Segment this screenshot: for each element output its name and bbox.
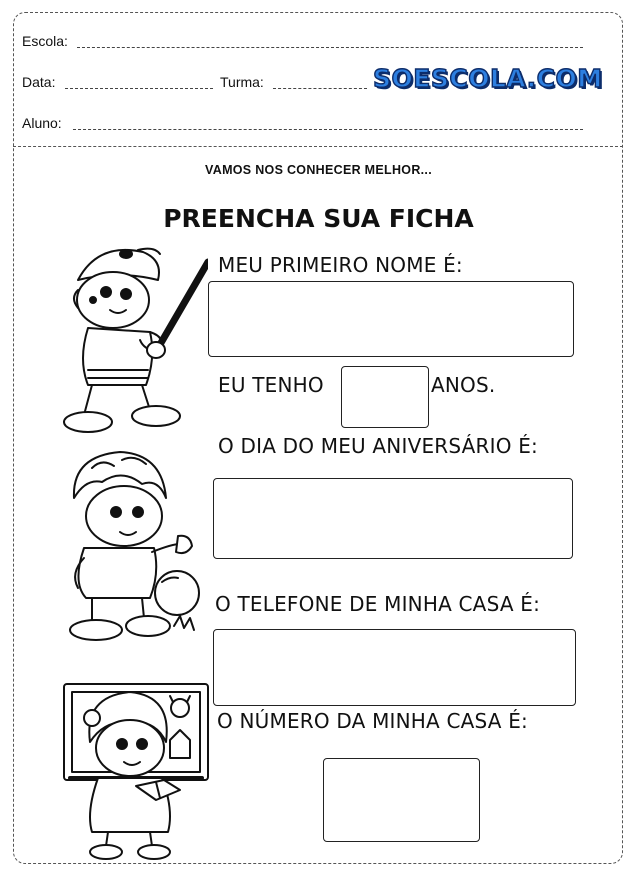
age-prefix-label: EU TENHO xyxy=(218,373,324,397)
phone-answer-box[interactable] xyxy=(213,629,576,706)
subtitle: VAMOS NOS CONHECER MELHOR... xyxy=(205,163,432,177)
birthday-question: O DIA DO MEU ANIVERSÁRIO É: xyxy=(218,434,538,458)
age-answer-box[interactable] xyxy=(341,366,429,428)
age-suffix-label: ANOS. xyxy=(431,373,496,397)
escola-field[interactable] xyxy=(77,47,583,48)
birthday-answer-box[interactable] xyxy=(213,478,573,559)
turma-field[interactable] xyxy=(273,88,367,89)
ball-kid-illustration xyxy=(62,448,212,648)
house-number-answer-box[interactable] xyxy=(323,758,480,842)
baseball-kid-illustration xyxy=(58,240,208,440)
data-field[interactable] xyxy=(65,88,213,89)
header-divider xyxy=(13,146,623,147)
reading-girl-illustration xyxy=(60,682,212,862)
phone-question: O TELEFONE DE MINHA CASA É: xyxy=(215,592,541,616)
first-name-answer-box[interactable] xyxy=(208,281,574,357)
turma-label: Turma: xyxy=(220,74,264,90)
aluno-field[interactable] xyxy=(73,129,583,130)
soescola-logo: SOESCOLA.COM xyxy=(373,64,603,93)
first-name-question: MEU PRIMEIRO NOME É: xyxy=(218,253,463,277)
page-title: PREENCHA SUA FICHA xyxy=(163,204,474,233)
escola-label: Escola: xyxy=(22,33,68,49)
aluno-label: Aluno: xyxy=(22,115,62,131)
data-label: Data: xyxy=(22,74,56,90)
house-number-question: O NÚMERO DA MINHA CASA É: xyxy=(217,709,528,733)
